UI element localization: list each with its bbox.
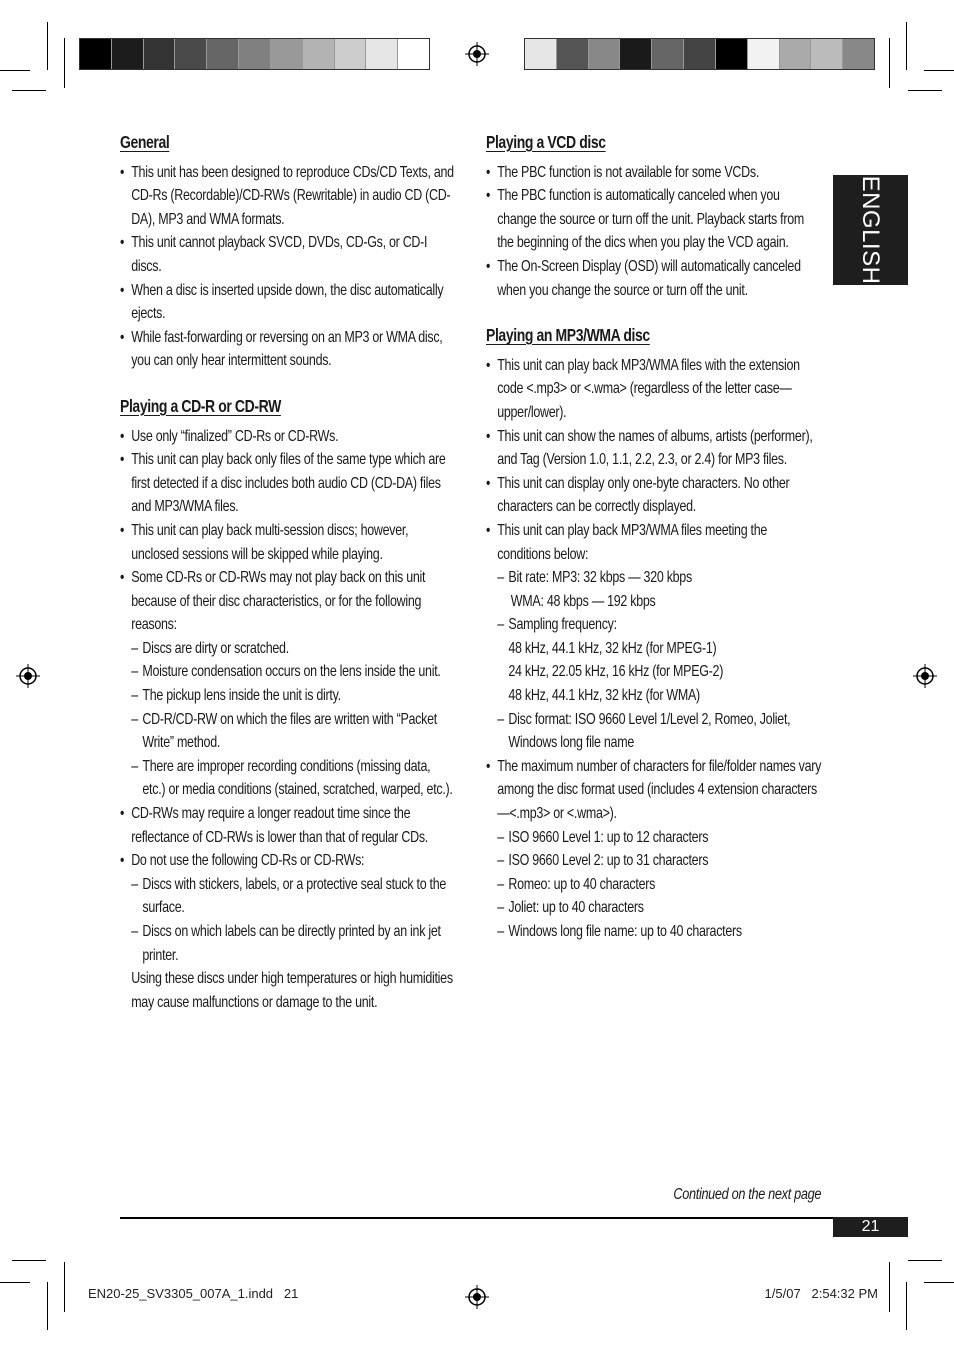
list-item: • While fast-forwarding or reversing on an MP3 or WMA disc, you can only hear intermittent sounds. [120,326,456,373]
sub-list-item: – ISO 9660 Level 2: up to 31 characters [486,849,822,873]
file-name-slug: EN20-25_SV3305_007A_1.indd 21 [88,1286,299,1301]
page-number: 21 [833,1217,908,1237]
crop-mark [908,1260,942,1261]
sub-list-item: – Moisture condensation occurs on the lens inside the unit. [120,660,456,684]
sub-list-item: – Romeo: up to 40 characters [486,873,822,897]
bullet-list [486,755,822,826]
color-swatch [652,39,684,69]
dash-list [120,637,456,802]
crop-mark [0,70,30,71]
registration-mark-icon [465,42,489,66]
color-swatch [716,39,748,69]
sub-list-item: – Bit rate: MP3: 32 kbps — 320 kbps [486,566,822,590]
continued-note: Continued on the next page [673,1186,821,1203]
color-bar-left [79,38,430,70]
list-item: • The maximum number of characters for file/folder names vary among the disc format used (includes 4 extension characters—<.mp3> or <.wma>). [486,755,822,826]
right-column [486,131,822,966]
list-item: • This unit has been designed to reproduce CDs/CD Texts, and CD-Rs (Recordable)/CD-RWs (Rewritable) in audio CD (CD-DA), MP3 and WMA formats. [120,161,456,232]
list-item: • This unit can play back MP3/WMA files with the extension code <.mp3> or <.wma> (regardless of the letter case—upper/lower). [486,354,822,425]
crop-mark [47,22,48,70]
bullet-list [486,354,822,566]
color-swatch [271,39,303,69]
list-item: • The On-Screen Display (OSD) will automatically canceled when you change the source or turn off the unit. [486,255,822,302]
list-item: • This unit cannot playback SVCD, DVDs, CD-Gs, or CD-I discs. [120,231,456,278]
list-item: • This unit can show the names of albums, artists (performer), and Tag (Version 1.0, 1.1, 2.2, 2.3, or 2.4) for MP3 files. [486,425,822,472]
registration-mark-icon [16,664,40,688]
dash-list [486,708,822,755]
section-heading: General [120,132,170,152]
footer-rule [120,1217,908,1219]
note-paragraph: Using these discs under high temperatures or high humidities may cause malfunctions or damage to the unit. [131,970,453,1011]
left-column [120,131,456,1036]
crop-mark [906,22,907,70]
crop-mark [64,1262,65,1312]
sub-list-item: – CD-R/CD-RW on which the files are written with “Packet Write” method. [120,708,456,755]
sub-list-item: – Discs are dirty or scratched. [120,637,456,661]
list-item: • This unit can play back only files of the same type which are first detected if a disc includes both audio CD (CD-DA) files and MP3/WMA files. [120,448,456,519]
list-item: • This unit can play back MP3/WMA files meeting the conditions below: [486,519,822,566]
continuation-line: WMA: 48 kbps — 192 kbps [510,592,656,610]
color-swatch [684,39,716,69]
language-tab-label: ENGLISH [857,175,885,285]
sub-list-item: – Windows long file name: up to 40 characters [486,920,822,944]
section-heading: Playing an MP3/WMA disc [486,325,650,346]
crop-mark [908,90,942,91]
crop-mark [924,1282,954,1283]
language-tab [833,175,908,285]
timestamp-slug: 1/5/07 2:54:32 PM [764,1286,878,1301]
color-swatch [112,39,144,69]
section-heading: Playing a CD-R or CD-RW [120,395,281,416]
color-swatch [589,39,621,69]
color-swatch [175,39,207,69]
color-bar-right [524,38,875,70]
color-swatch [557,39,589,69]
bullet-list [120,802,456,873]
dash-list [486,613,822,637]
list-item: • The PBC function is automatically canceled when you change the source or turn off the unit. Playback starts from the beginning of the dics when you play the VCD again. [486,184,822,255]
sub-list-item: – Disc format: ISO 9660 Level 1/Level 2, Romeo, Joliet, Windows long file name [486,708,822,755]
color-swatch [335,39,367,69]
sub-list-item: – Sampling frequency: [486,613,822,637]
section-heading: Playing a VCD disc [486,132,606,152]
sub-list-item: – The pickup lens inside the unit is dirty. [120,684,456,708]
crop-mark [64,38,65,88]
color-swatch [780,39,812,69]
section-cdr [120,395,456,1014]
registration-mark-icon [913,664,937,688]
list-item: • Do not use the following CD-Rs or CD-RWs: [120,849,456,873]
crop-mark [0,1282,30,1283]
bullet-list [120,425,456,637]
sub-list-item: – Joliet: up to 40 characters [486,896,822,920]
color-swatch [144,39,176,69]
registration-mark-icon [465,1285,489,1309]
color-swatch [366,39,398,69]
dash-list [486,826,822,944]
list-item: • This unit can play back multi-session discs; however, unclosed sessions will be skipped while playing. [120,519,456,566]
dash-list [486,566,822,590]
dash-list [120,873,456,967]
color-swatch [620,39,652,69]
crop-mark [47,1282,48,1330]
section-mp3-wma [486,324,822,943]
list-item: • This unit can display only one-byte characters. No other characters can be correctly displayed. [486,472,822,519]
sub-list-item: – Discs with stickers, labels, or a protective seal stuck to the surface. [120,873,456,920]
color-swatch [239,39,271,69]
crop-mark [889,38,890,88]
crop-mark [889,1262,890,1312]
crop-mark [924,70,954,71]
section-vcd [486,131,822,302]
sub-list-item: – Discs on which labels can be directly printed by an ink jet printer. [120,920,456,967]
continuation-line: 48 kHz, 44.1 kHz, 32 kHz (for MPEG-1) [508,639,717,657]
bullet-list [486,161,822,303]
crop-mark [906,1282,907,1330]
continuation-line: 48 kHz, 44.1 kHz, 32 kHz (for WMA) [508,687,700,705]
list-item: • CD-RWs may require a longer readout time since the reflectance of CD-RWs is lower than that of regular CDs. [120,802,456,849]
color-swatch [80,39,112,69]
bullet-list [120,161,456,373]
sub-list-item: – ISO 9660 Level 1: up to 12 characters [486,826,822,850]
list-item: • The PBC function is not available for some VCDs. [486,161,822,185]
list-item: • Some CD-Rs or CD-RWs may not play back on this unit because of their disc characteristics, or for the following reasons: [120,566,456,637]
crop-mark [12,90,46,91]
color-swatch [303,39,335,69]
list-item: • Use only “finalized” CD-Rs or CD-RWs. [120,425,456,449]
color-swatch [843,39,874,69]
crop-mark [12,1260,46,1261]
color-swatch [207,39,239,69]
color-swatch [525,39,557,69]
color-swatch [748,39,780,69]
section-general [120,131,456,373]
continuation-line: 24 kHz, 22.05 kHz, 16 kHz (for MPEG-2) [508,663,724,681]
color-swatch [811,39,843,69]
list-item: • When a disc is inserted upside down, the disc automatically ejects. [120,279,456,326]
color-swatch [398,39,429,69]
sub-list-item: – There are improper recording conditions (missing data, etc.) or media conditions (stained, scratched, warped, etc.). [120,755,456,802]
